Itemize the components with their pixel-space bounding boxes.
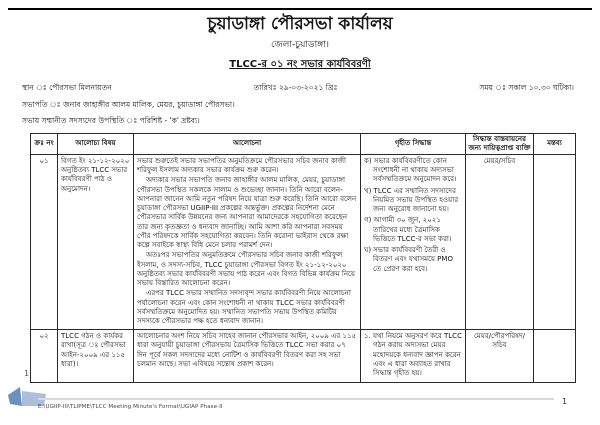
minutes-table — [30, 133, 576, 384]
decision-item: ক) সভার কার্যবিবরণীতে কোন সংশোধনী না থাকায় অদ্যসভা সর্বসম্মতিক্রমে অনুমোদন করে। — [364, 157, 457, 184]
meeting-meta-row — [22, 83, 574, 95]
discussion-paragraph: এরপর TLCC সভার সম্মানিত সদস্যবৃন্দ সভার কার্যবিবরণী নিয়ে আলোচনা পর্যালোচনা করেন এবং কোন সংশোধনী না থাকায় TLCC সভার কার্যবিবরণী সর্বসম্মতিক্রমে অনুমোদিত হয়। সম্মানিত সভাপতি সভায় উপস্থিত কমিটির সদস্যকে পৌরসভার পক্ষ হতে ধন্যবাদ জানান। — [137, 289, 351, 325]
meeting-time: সময় ঃ সকাল ১০.৩০ ঘটিকা। — [479, 82, 574, 92]
decision-item: খ) TLCC এর সম্মানিত সদস্যদের নিয়মিত সভায় উপস্থিত হওয়ার জন্য অনুরোধ জানানো হয়। — [364, 186, 459, 214]
meeting-place: স্থান ঃ পৌরসভা মিলনায়তন — [22, 82, 112, 92]
header-topic: আলোচ্য বিষয় — [58, 133, 134, 154]
header-discussion: আলোচনা — [134, 133, 361, 154]
meeting-date: তারিখঃ ২৯-০৩-২০২১ খ্রিঃ — [253, 82, 338, 92]
row2-serial: ০২ — [31, 330, 58, 383]
row2-decisions — [361, 330, 466, 383]
decision-item: গ) আগামী ৩০ জুন, ২০২১ তারিখের মধ্যে ত্রৈমাসিক ভিত্তিতে TLCC-র সভা করা। — [364, 216, 452, 243]
row2-responsible: মেয়র/পৌরপরিষদ/সচিব — [466, 330, 534, 383]
left-margin-marker: 1 — [24, 369, 30, 378]
chairman-line: সভাপতি ঃ জনাব জাহাঙ্গীর আলম মালিক, মেয়র, চুয়াডাঙ্গা পৌরসভা। — [22, 99, 235, 109]
decision-item: ১. যথা নিয়মে অনুসরণ করে TLCC গঠন করায় অদ্যসভা মেয়র মহোদয়কে ধন্যবাদ জ্ঞাপন করেন এবং এ ধারা অব্যাহত রাখার সিদ্ধান্ত গৃহীত হয়। — [364, 332, 462, 378]
document-header — [0, 0, 600, 74]
header-serial: ক্রঃ নং — [31, 133, 58, 154]
header-responsible: সিদ্ধান্ত বাস্তবায়নের জন্য দায়িত্বপ্রাপ্ত ব্যক্তি — [466, 133, 534, 154]
row1-remarks — [534, 155, 576, 330]
office-title: চুয়াডাঙ্গা পৌরসভা কার্যালয় — [207, 14, 393, 34]
discussion-paragraph: আলোচনার অংশ নিয়ে সচিব সাহেব জানান পৌরসভার আইন, ২০০৯ এর ১১৫ ধারা অনুযায়ী চুয়াডাঙ্গা পৌরসভায় ত্রৈমাসিক ভিত্তিতে TLCC সভা করার ০৭ দিন পূর্বে সকল সদস্যদের মধ্যে নোটিশ ও কার্যবিবরণী বিতরণ করা সহ সভা চলমান আছে। সভা এবিষয়ে সন্তোষ প্রকাশ করেন। — [137, 332, 357, 368]
row1-topic: বিগত ইং ২১-১২-২০২০ অনুষ্ঠিতব্য TLCC সভার কার্যবিবরণী পাঠ ও অনুমোদন। — [58, 155, 134, 330]
header-decision: গৃহীত সিদ্ধান্ত — [361, 133, 466, 154]
row1-responsible: মেয়র/সচিব — [466, 155, 534, 330]
header-remarks: মন্তব্য — [534, 133, 576, 154]
row1-decisions — [361, 155, 466, 330]
row1-serial: ০১ — [31, 155, 58, 330]
table-row — [31, 155, 576, 330]
row2-remarks — [534, 330, 576, 383]
table-header-row — [31, 133, 576, 154]
footer-rule — [38, 398, 554, 400]
decision-item: ঘ) সভার কার্যবিবরণী তৈরী ও বিতরণ এবং যথাসময়ে PMO তে প্রেরণ করা হবে। — [364, 246, 453, 273]
table-row — [31, 330, 576, 383]
meeting-meta — [0, 83, 600, 128]
discussion-paragraph: অতঃপর সভাপতির অনুমতিক্রমে পৌরসভার সচিব জনাব কাজী শরিফুল ইসলাম, ও সদস্য-সচিব, TLCC চুয়াডাঙ্গা পৌরসভা বিগত ইং ২১-১২-২০২০ অনুষ্ঠিতব্য সভার কার্যবিবরণী সভায় পাঠ করেন এবং বিগত বিভিন্ন কার্যক্রম নিয়ে সভায় বিস্তারিত আলোচনা করেন। — [137, 251, 355, 288]
attendance-line: সভায় সম্মানীত সদস্যদের উপস্থিতি ঃ পরিশিষ্ট - 'ক' দ্রষ্টব্য। — [22, 115, 200, 125]
discussion-paragraph: অদ্যকার সভার সভাপতি জনাব জাহাঙ্গীর আলম মালিক, মেয়র, চুয়াডাঙ্গা পৌরসভা উপস্থিত সকলকে সালাম ও শুভেচ্ছা জানান। তিনি আরো বলেন- আপনারা জানেন আমি নতুন পরিষদ নিয়ে যাত্রা শুরু করেছি। তিনি আরো বলেন চুয়াডাঙ্গা পৌরসভা UGIIP-III প্রকল্পের অন্তর্ভুক্ত। প্রকল্পের নির্দেশনা মেনে পৌরসভার সার্বিক উন্নয়নের জন্য আপনারা আমাদেরকে সহযোগিতা করেছেন তার জন্য কৃতজ্ঞতা ও ধন্যবাদ জানাচ্ছি। আমি আশা করি আপনারা সবসময় পৌর পরিষদকে সার্বিক সহযোগিতা করবেন। তিনি করোনা ভাইরাস থেকে রক্ষা কল্পে সবাইকে স্বাস্থ্য বিধি মেনে চলার পরামর্শ দেন। — [137, 176, 357, 250]
district-line: জেলা-চুয়াডাঙ্গা। — [270, 39, 330, 50]
page-number: 1 — [562, 397, 568, 406]
subject-line: TLCC-র ০১ নং সভার কার্যবিবরণী — [229, 58, 371, 70]
page-top-border — [8, 8, 592, 10]
row1-discussion — [134, 155, 361, 330]
footer-file-path: E:\UGIIP-III\TLIPME\TLCC Meeting Minute's Format\UGIAP Phase-II — [38, 404, 223, 410]
row2-discussion — [134, 330, 361, 383]
row2-topic: TLCC গঠন ও কার্যকর রাখা(সূত্র ঃ পৌরসভা আইন-২০০৯ এর ১১৫ ধারা)। — [58, 330, 134, 383]
discussion-paragraph: সভার শুরুতেই সভার সভাপতির অনুমতিক্রমে পৌরসভার সচিব জনাব কাজী শরিফুল ইসলাম অদ্যকার সভার কার্যক্রম শুরু করেন। — [137, 157, 347, 175]
